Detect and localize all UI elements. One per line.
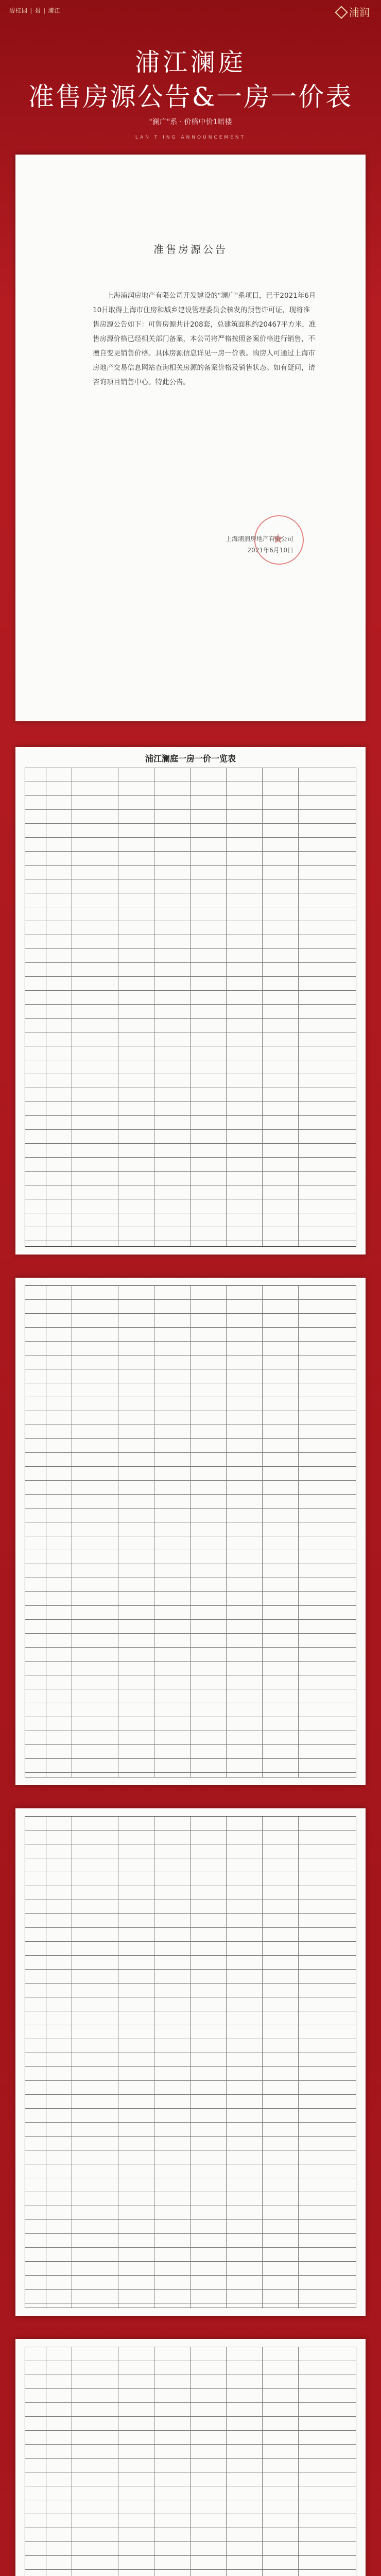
price-table-page-4 xyxy=(15,2339,366,2576)
price-table-page-1 xyxy=(15,747,366,1255)
brand-mark-icon xyxy=(335,6,348,19)
notice-body: 上海浦润房地产有限公司开发建设的"澜广"系项目，已于2021年6月10日取得上海市住房和城乡建设管理委员会核发的预售许可证，现将准售房源公告如下：可售房源共计208套，总建筑面积约20467平方米，准售房源价格已经相关部门备案，本公司将严格按照备案价格进行销售，不擅自变更销售价格。具体房源信息详见一房一价表。购房人可通过上海市房地产交易信息网站查询相关房源的备案价格及销售状态。如有疑问，请咨询项目销售中心。特此公告。 xyxy=(93,292,316,386)
project-title: 浦江澜庭 xyxy=(134,48,246,77)
partner-logos: 碧桂园 | 碧 | 浦江 xyxy=(9,7,61,14)
price-table-grid xyxy=(25,2347,356,2576)
notice-sheet xyxy=(15,155,366,721)
price-table-page-3 xyxy=(15,1808,366,2316)
price-table-grid xyxy=(25,768,356,1247)
price-table-grid xyxy=(25,1816,356,2308)
notice-signature xyxy=(226,533,293,556)
notice-title: 准售房源公告 xyxy=(153,243,228,256)
price-table-page-2 xyxy=(15,1278,366,1785)
hero-subtitle: "澜广"系 · 价格中价1暗楼 xyxy=(149,118,232,126)
brand-logo xyxy=(337,4,370,19)
price-table-grid xyxy=(25,1285,356,1777)
brand-name: 浦润 xyxy=(349,6,370,19)
top-bar xyxy=(0,0,381,21)
notice-date: 2021年6月10日 xyxy=(247,547,293,554)
price-table-title: 浦江澜庭一房一价一览表 xyxy=(145,754,236,764)
announcement-title: 准售房源公告&一房一价表 xyxy=(28,82,353,112)
hero-english-line: LAN T ING ANNOUNCEMENT xyxy=(135,135,246,140)
notice-company: 上海浦润房地产有限公司 xyxy=(225,535,293,543)
